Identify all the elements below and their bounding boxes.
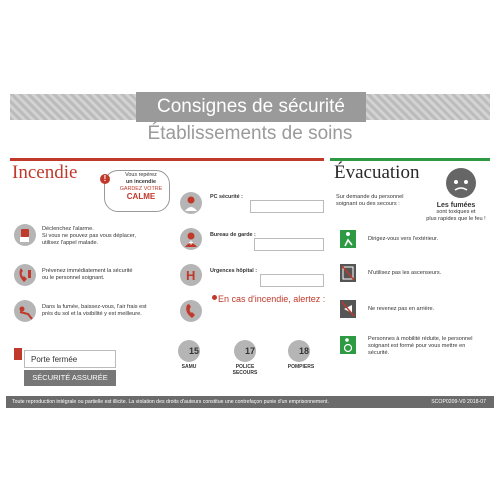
duty-office-field[interactable] <box>254 238 324 251</box>
smoke-face-icon <box>446 168 476 198</box>
fire-rule <box>10 158 324 161</box>
fire-item-1-line3: utilisez l'appel malade. <box>42 240 99 246</box>
evac-item-2: N'utilisez pas les ascenseurs. <box>368 270 442 276</box>
evac-item-4-line2: soignant est formé pour vous mettre en <box>368 343 466 349</box>
smoke-line1: Les fumées <box>436 202 476 209</box>
hospital-icon <box>180 264 202 286</box>
fire-title: Incendie <box>12 162 78 183</box>
footer-bar <box>6 396 494 408</box>
doctor-icon <box>180 228 202 250</box>
security-badge: SÉCURITÉ ASSURÉE <box>24 370 116 386</box>
fire-item-1-line2: Si vous ne pouvez pas vous déplacer, <box>42 233 136 239</box>
calm-line3: GARDEZ VOTRE <box>119 186 163 192</box>
firefighters-label: POMPIERS <box>287 364 315 370</box>
svg-text:H: H <box>186 268 196 283</box>
smoke-warning <box>420 202 492 223</box>
hand-alarm-icon <box>14 224 36 246</box>
fire-item-1-text <box>42 226 136 247</box>
fire-item-3-line1: Dans la fumée, baissez-vous, l'air frais est <box>42 304 147 310</box>
exclamation-icon: ! <box>100 174 110 184</box>
evac-item-1: Dirigez-vous vers l'extérieur. <box>368 236 439 242</box>
evac-item-4 <box>368 336 472 357</box>
emergency-field[interactable] <box>260 274 324 287</box>
smoke-line2: sont toxiques et <box>436 209 476 215</box>
exit-run-icon <box>340 230 356 248</box>
police-label-2: SECOURS <box>232 370 258 376</box>
samu-number: 15 <box>189 346 200 356</box>
evac-intro-line2: soignant ou des secours : <box>336 201 400 207</box>
police-number: 17 <box>245 346 256 356</box>
door-icon <box>14 348 22 360</box>
door-closed-label: Porte fermée <box>24 350 116 368</box>
flame-icon <box>212 295 217 300</box>
calm-line2: un incendie <box>126 179 156 185</box>
wheelchair-icon <box>340 336 356 354</box>
evac-item-3: Ne revenez pas en arrière. <box>368 306 435 312</box>
pc-security-field[interactable] <box>250 200 324 213</box>
evac-rule <box>330 158 490 161</box>
police-label-1: POLICE <box>235 364 255 370</box>
poster-subtitle: Établissements de soins <box>147 123 353 144</box>
firefighters-number: 18 <box>299 346 310 356</box>
calm-line1: Vous repérez <box>125 172 157 178</box>
fire-item-2-line1: Prévenez immédiatement la sécurité <box>42 268 133 274</box>
poster-title: Consignes de sécurité <box>157 96 345 117</box>
fire-item-3-line2: près du sol et la visibilité y est meilleure. <box>42 311 142 317</box>
calm-text <box>116 172 166 200</box>
smoke-line3: plus rapides que le feu ! <box>426 216 486 222</box>
phone-icon <box>180 300 202 322</box>
reference-code: SCOP0209-V0 2018-07 <box>431 399 486 405</box>
phone-alert-icon <box>14 264 36 286</box>
fire-item-3-text <box>42 304 147 318</box>
emergency-label: Urgences hôpital : <box>210 268 258 274</box>
evac-title: Évacuation <box>334 162 420 183</box>
duty-office-label: Bureau de garde : <box>210 232 256 238</box>
no-return-icon <box>340 300 356 318</box>
evac-intro-line1: Sur demande du personnel <box>336 194 404 200</box>
evac-intro <box>336 194 403 208</box>
fire-item-1-line1: Déclenchez l'alarme. <box>42 226 94 232</box>
crawl-smoke-icon <box>14 300 36 322</box>
evac-item-4-line1: Personnes à mobilité réduite, le personnel <box>368 336 473 342</box>
samu-label: SAMU <box>181 364 197 370</box>
alert-title: En cas d'incendie, alertez : <box>218 294 326 304</box>
no-elevator-icon <box>340 264 356 282</box>
fire-item-2-line2: ou le personnel soignant. <box>42 275 105 281</box>
calm-line4: CALME <box>126 192 156 201</box>
pc-security-label: PC sécurité : <box>210 194 243 200</box>
copyright-notice: Toute reproduction intégrale ou partielle est illicite. La violation des droits d'auteurs constitue une contrefaçon punie d'un emprisonnement. <box>12 399 329 405</box>
security-guard-icon <box>180 192 202 214</box>
evac-item-4-line3: sécurité. <box>368 350 390 356</box>
fire-item-2-text <box>42 268 132 282</box>
police-label <box>228 364 262 376</box>
safety-poster <box>6 88 494 410</box>
